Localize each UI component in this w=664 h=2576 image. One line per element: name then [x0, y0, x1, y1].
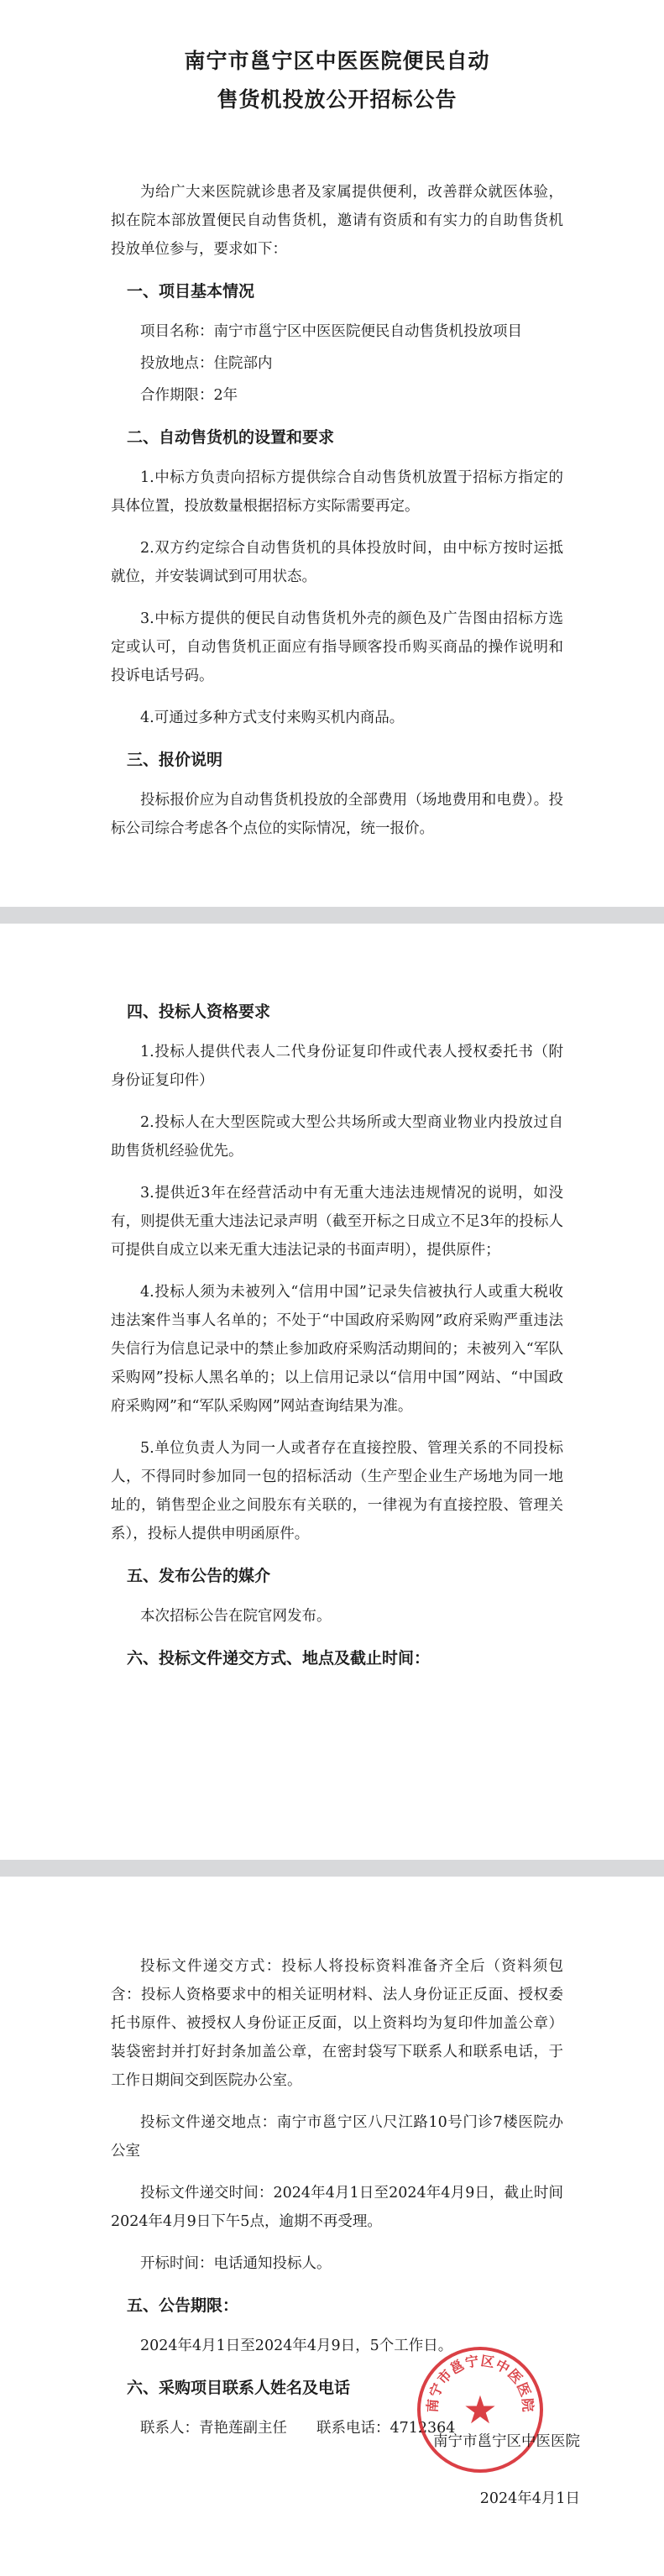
section-4-item-5: 5.单位负责人为同一人或者存在直接控股、管理关系的不同投标人，不得同时参加同一包的招标活动（生产型企业生产场地为同一地址的，销售型企业之间股东有关联的，一律视为有直接控股、管理关系），投标人提供申明函原件。	[111, 1440, 563, 1542]
section-3-text: 投标报价应为自动售货机投放的全部费用（场地费用和电费）。投标公司综合考虑各个点位的实际情况，统一报价。	[111, 792, 563, 837]
signature-date: 2024年4月1日	[479, 2490, 580, 2507]
notice-period-text: 2024年4月1日至2024年4月9日，5个工作日。	[140, 2338, 453, 2354]
signature-organization: 南宁市邕宁区中医医院	[433, 2433, 580, 2450]
svg-text:南宁市邕宁区中医医院: 南宁市邕宁区中医医院	[424, 2352, 536, 2413]
submission-time: 投标文件递交时间：2024年4月1日至2024年4月9日，截止时间2024年4月9日下午5点，逾期不再受理。	[111, 2185, 563, 2230]
section-1-heading: 一、项目基本情况	[127, 282, 255, 301]
opening-time: 开标时间：电话通知投标人。	[140, 2255, 332, 2272]
contact-heading: 六、采购项目联系人姓名及电话	[127, 2379, 351, 2397]
project-name: 项目名称：南宁市邕宁区中医医院便民自动售货机投放项目	[140, 323, 522, 340]
section-2-item-2: 2.双方约定综合自动售货机的具体投放时间，由中标方按时运抵就位，并安装调试到可用状态。	[111, 540, 563, 585]
notice-period-heading: 五、公告期限：	[127, 2296, 239, 2315]
section-4-item-3: 3.提供近3年在经营活动中有无重大违法违规情况的说明，如没有，则提供无重大违法记录声明（截至开标之日成立不足3年的投标人可提供自成立以来无重大违法记录的书面声明），提供原件；	[111, 1185, 563, 1259]
section-4-item-4: 4.投标人须为未被列入“信用中国”记录失信被执行人或重大税收违法案件当事人名单的；不处于“中国政府采购网”政府采购严重违法失信行为信息记录中的禁止参加政府采购活动期间的；未被列入“军队采购网”投标人黑名单的；以上信用记录以“信用中国”网站、“中国政府采购网”和“军队采购网”网站查询结果为准。	[111, 1284, 563, 1415]
intro-paragraph: 为给广大来医院就诊患者及家属提供便利，改善群众就医体验，拟在院本部放置便民自动售货机，邀请有资质和有实力的自助售货机投放单位参与，要求如下：	[111, 184, 563, 258]
document-page-3	[0, 1877, 664, 2576]
section-6-heading: 六、投标文件递交方式、地点及截止时间：	[127, 1649, 431, 1668]
section-2-item-4: 4.可通过多种方式支付来购买机内商品。	[140, 709, 405, 726]
document-title	[111, 42, 563, 119]
section-2-heading: 二、自动售货机的设置和要求	[127, 428, 335, 447]
contact-line: 联系人：青艳莲副主任 联系电话：4712364	[140, 2420, 456, 2437]
project-location: 投放地点：住院部内	[140, 355, 273, 372]
seal-star-icon: ★	[463, 2387, 498, 2432]
section-3-heading: 三、报价说明	[127, 751, 223, 769]
submission-address: 投标文件递交地点：南宁市邕宁区八尺江路10号门诊7楼医院办公室	[111, 2114, 563, 2160]
document-page-2	[0, 924, 664, 1860]
title-line-2: 售货机投放公开招标公告	[217, 87, 457, 112]
section-5-heading: 五、发布公告的媒介	[127, 1567, 271, 1585]
signature-block	[433, 2427, 580, 2513]
section-4-item-1: 1.投标人提供代表人二代身份证复印件或代表人授权委托书（附身份证复印件）	[111, 1044, 563, 1089]
submission-method: 投标文件递交方式：投标人将投标资料准备齐全后（资料须包含：投标人资格要求中的相关证明材料、法人身份证正反面、授权委托书原件、被授权人身份证正反面，以上资料均为复印件加盖公章）装袋密封并打好封条加盖公章，在密封袋写下联系人和联系电话，于工作日期间交到医院办公室。	[111, 1958, 563, 2089]
section-2-item-3: 3.中标方提供的便民自动售货机外壳的颜色及广告图由招标方选定或认可，自动售货机正面应有指导顾客投币购买商品的操作说明和投诉电话号码。	[111, 610, 563, 684]
title-line-1: 南宁市邕宁区中医医院便民自动	[184, 49, 490, 73]
section-4-heading: 四、投标人资格要求	[127, 1003, 271, 1021]
section-5-text: 本次招标公告在院官网发布。	[140, 1608, 332, 1625]
project-term: 合作期限：2年	[140, 387, 238, 404]
section-2-item-1: 1.中标方负责向招标方提供综合自动售货机放置于招标方指定的具体位置，投放数量根据招标方实际需要再定。	[111, 469, 563, 515]
section-4-item-2: 2.投标人在大型医院或大型公共场所或大型商业物业内投放过自助售货机经验优先。	[111, 1114, 563, 1160]
document-page-1	[0, 0, 664, 907]
